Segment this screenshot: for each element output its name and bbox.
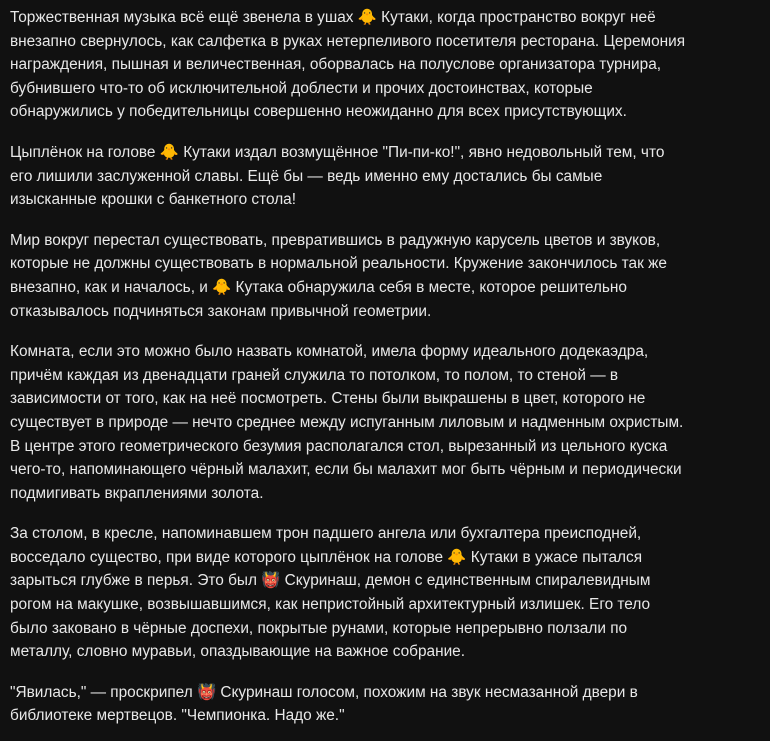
paragraph-4: Комната, если это можно было назвать комнатой, имела форму идеального додекаэдра, причём каждая из двенадцати граней служила то потолком, то полом, то стеной — в зависимости от того, как на неё посмотреть. Стены были выкрашены в цвет, которого не существует в природе — нечто среднее между испуганным лиловым и надменным охристым. В центре этого геометрического безумия располагался стол, вырезанный из цельного куска чего-то, напоминающего чёрный малахит, если бы малахит мог быть чёрным и периодически подмигивать вкраплениями золота. [10,343,684,502]
paragraph-2: Цыплёнок на голове 🐥 Кутаки издал возмущённое "Пи-пи-ко!", явно недовольный тем, что его лишили заслуженной славы. Ещё бы — ведь именно ему достались бы самые изысканные крошки с банкетного стола! [10,143,665,209]
paragraph-6: "Явилась," — проскрипел 👹 Скуринаш голосом, похожим на звук несмазанной двери в библиотеке мертвецов. "Чемпионка. Надо же." [10,683,638,725]
paragraph-3: Мир вокруг перестал существовать, превратившись в радужную карусель цветов и звуков, которые не должны существовать в нормальной реальности. Кружение закончилось так же внезапно, как и началось, и 🐥 Кутака обнаружила себя в месте, которое решительно отказывалось подчиняться законам привычной геометрии. [10,231,667,320]
paragraph-5: За столом, в кресле, напоминавшем трон падшего ангела или бухгалтера преисподней, восседало существо, при виде которого цыплёнок на голове 🐥 Кутаки в ужасе пытался зарыться глубже в перья. Это был 👹 Скуринаш, демон с единственным спиралевидным рогом на макушке, возвышавшимся, как непристойный архитектурный излишек. Его тело было заковано в чёрные доспехи, покрытые рунами, которые непрерывно ползали по металлу, словно муравьи, опаздывающие на важное собрание. [10,525,651,661]
paragraph-1: Торжественная музыка всё ещё звенела в ушах 🐥 Кутаки, когда пространство вокруг неё внезапно свернулось, как салфетка в руках нетерпеливого посетителя ресторана. Церемония награждения, пышная и величественная, оборвалась на полуслове организатора турнира, бубнившего что-то об исключительной доблести и прочих достоинствах, которые обнаружились у победительницы совершенно неожиданно для всех присутствующих. [10,9,686,121]
